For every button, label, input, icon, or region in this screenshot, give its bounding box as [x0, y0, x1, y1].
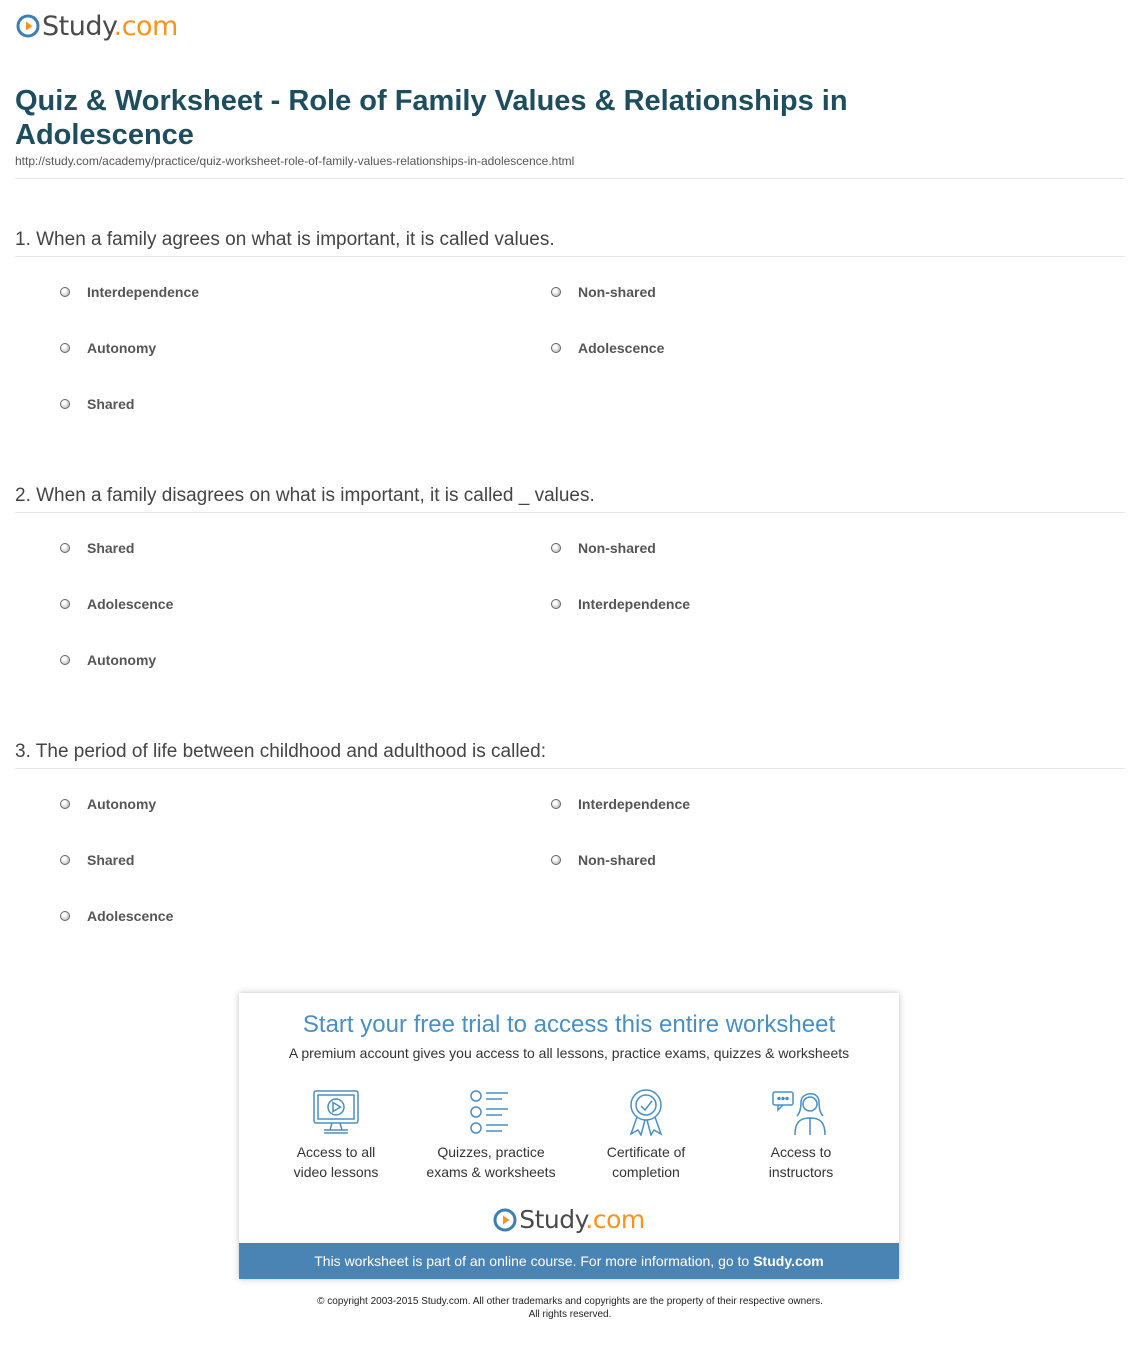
option-label: Shared	[87, 396, 135, 412]
radio-button[interactable]	[551, 855, 561, 865]
option-label: Interdependence	[578, 596, 691, 612]
promo-study-logo[interactable]	[239, 1205, 899, 1234]
question-2-divider	[15, 512, 1125, 513]
feature-label: Access to instructors	[768, 1144, 834, 1180]
q3-option-adolescence[interactable]	[60, 908, 173, 924]
header-divider	[15, 178, 1125, 179]
option-label: Interdependence	[578, 796, 691, 812]
option-label: Interdependence	[87, 284, 200, 300]
option-label: Adolescence	[87, 596, 174, 612]
question-3-divider	[15, 768, 1125, 769]
rights-reserved-line: All rights reserved.	[528, 1309, 612, 1320]
page-url[interactable]: http://study.com/academy/practice/quiz-worksheet-role-of-family-values-relationships-in-adolescence.html	[15, 154, 575, 168]
radio-button[interactable]	[551, 543, 561, 553]
q1-option-interdependence[interactable]	[60, 284, 199, 300]
copyright-line: © copyright 2003-2015 Study.com. All other trademarks and copyrights are the property of their respective owners.	[317, 1296, 823, 1307]
instructor-icon	[771, 1088, 831, 1136]
feature-quizzes	[416, 1088, 566, 1182]
quiz-list-icon	[466, 1088, 516, 1136]
copyright-notice	[0, 1295, 1140, 1321]
feature-label: Access to all video lessons	[293, 1144, 379, 1180]
radio-button[interactable]	[60, 343, 70, 353]
option-label: Non-shared	[578, 284, 656, 300]
radio-button[interactable]	[60, 855, 70, 865]
study-com-link[interactable]: Study.com	[753, 1253, 824, 1269]
radio-button[interactable]	[60, 655, 70, 665]
q1-option-autonomy[interactable]	[60, 340, 156, 356]
radio-button[interactable]	[60, 799, 70, 809]
radio-button[interactable]	[60, 399, 70, 409]
video-lesson-icon	[311, 1088, 361, 1136]
radio-button[interactable]	[551, 287, 561, 297]
question-3-text: 3. The period of life between childhood and adulthood is called:	[15, 741, 546, 762]
option-label: Adolescence	[87, 908, 174, 924]
q3-option-non-shared[interactable]	[551, 852, 656, 868]
play-logo-icon	[16, 14, 40, 38]
feature-label: Quizzes, practice exams & worksheets	[426, 1144, 556, 1180]
question-2-text: 2. When a family disagrees on what is important, it is called _ values.	[15, 485, 595, 506]
logo-text: Study	[519, 1205, 586, 1234]
feature-video-lessons	[261, 1088, 411, 1182]
promo-subtitle: A premium account gives you access to all lessons, practice exams, quizzes & worksheets	[288, 1045, 850, 1061]
logo-text: Study	[42, 10, 114, 42]
q2-option-autonomy[interactable]	[60, 652, 156, 668]
option-label: Non-shared	[578, 852, 656, 868]
radio-button[interactable]	[60, 543, 70, 553]
option-label: Autonomy	[87, 796, 157, 812]
study-logo[interactable]	[16, 9, 178, 43]
certificate-icon	[621, 1088, 671, 1136]
question-1-text: 1. When a family agrees on what is important, it is called values.	[15, 229, 555, 250]
q1-option-shared[interactable]	[60, 396, 134, 412]
option-label: Shared	[87, 540, 135, 556]
option-label: Shared	[87, 852, 135, 868]
q1-option-non-shared[interactable]	[551, 284, 656, 300]
option-label: Autonomy	[87, 340, 157, 356]
option-label: Adolescence	[578, 340, 665, 356]
feature-label: Certificate of completion	[606, 1144, 686, 1180]
q3-option-shared[interactable]	[60, 852, 134, 868]
q3-option-autonomy[interactable]	[60, 796, 156, 812]
radio-button[interactable]	[551, 599, 561, 609]
q1-option-adolescence[interactable]	[551, 340, 664, 356]
radio-button[interactable]	[60, 287, 70, 297]
feature-instructors	[726, 1088, 876, 1182]
question-1-divider	[15, 256, 1125, 257]
free-trial-promo	[239, 993, 899, 1279]
option-label: Non-shared	[578, 540, 656, 556]
q2-option-adolescence[interactable]	[60, 596, 173, 612]
course-info-text: This worksheet is part of an online course. For more information, go to	[314, 1253, 750, 1269]
q3-option-interdependence[interactable]	[551, 796, 690, 812]
radio-button[interactable]	[60, 599, 70, 609]
radio-button[interactable]	[60, 911, 70, 921]
page-title: Quiz & Worksheet - Role of Family Values & Relationships in Adolescence	[15, 85, 848, 151]
course-info-bar	[239, 1243, 899, 1279]
radio-button[interactable]	[551, 343, 561, 353]
option-label: Autonomy	[87, 652, 157, 668]
radio-button[interactable]	[551, 799, 561, 809]
play-logo-icon	[493, 1208, 517, 1232]
feature-certificate	[571, 1088, 721, 1182]
logo-suffix: .com	[113, 10, 178, 42]
q2-option-interdependence[interactable]	[551, 596, 690, 612]
promo-title[interactable]: Start your free trial to access this entire worksheet	[302, 1011, 836, 1038]
q2-option-shared[interactable]	[60, 540, 134, 556]
q2-option-non-shared[interactable]	[551, 540, 656, 556]
logo-suffix: .com	[585, 1205, 645, 1234]
